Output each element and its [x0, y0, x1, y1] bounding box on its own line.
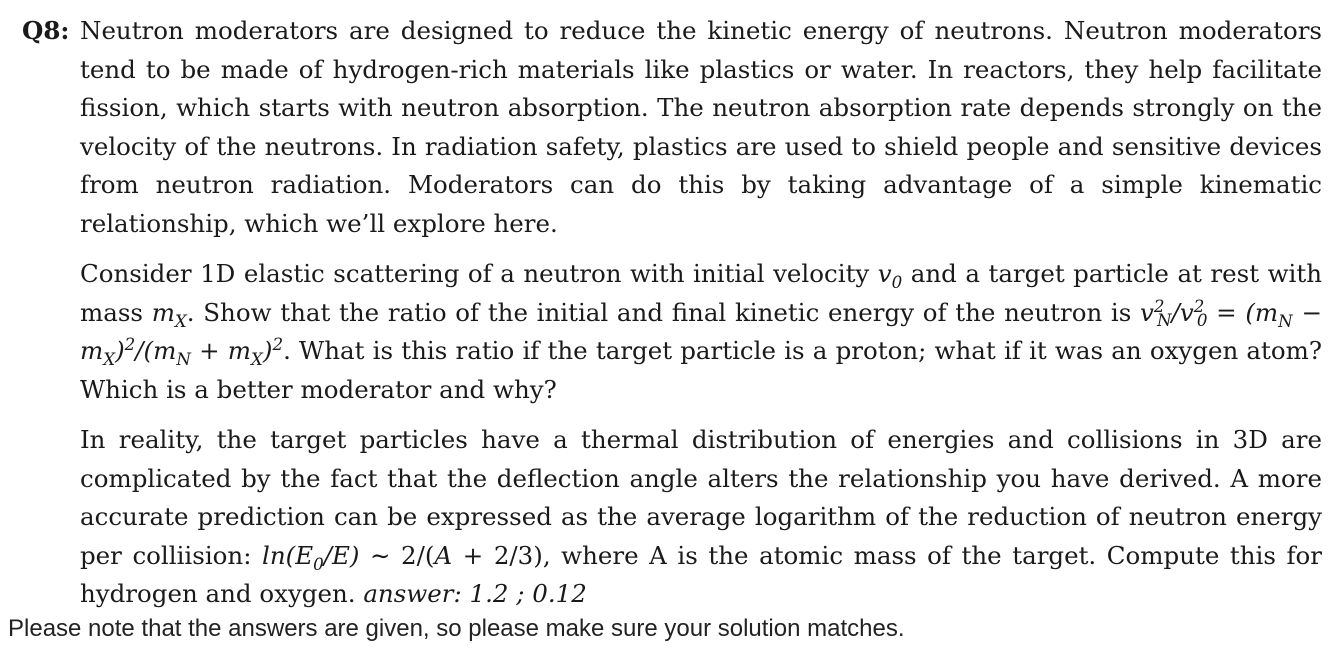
intro-text: Neutron moderators are designed to reduce the kinetic energy of neutrons. Neutron moderators tend to be made of hydrogen-rich materials like plastics or water. In reactors, they help facilitate fission, which starts with neutron absorption. The neutron absorption rate depends strongly on the velocity of the neutrons. In radiation safety, plastics are used to shield people and sensitive devices from neutron radiation. Moderators can do this by taking advantage of a simple kinematic relationship, which we’ll explore here.	[80, 16, 1322, 238]
target-mass-symbol: $m_X$	[151, 297, 187, 331]
intro-paragraph	[80, 12, 1322, 243]
question-block	[22, 12, 1322, 614]
atomic-mass-symbol: A	[434, 540, 453, 570]
approx-expression-tail: + 2/3)	[452, 540, 543, 570]
extension-text-2: , where A is the atomic mass of the target. Compute this for hydrogen and oxygen.	[80, 540, 1322, 608]
task-text-4: . What is this ratio if the target particle is a proton; what if it was an oxygen atom? Which is a better moderator and why?	[80, 336, 1322, 404]
log-energy-formula: $\ln(E_0/E)$	[262, 540, 360, 574]
task-text-2: and a target particle at rest with mass	[80, 259, 1322, 327]
equals-sign: =	[1207, 297, 1246, 327]
task-text-3: . Show that the ratio of the initial and final kinetic energy of the neutron is	[186, 297, 1141, 327]
extension-paragraph	[80, 421, 1322, 614]
mass-ratio-formula: $(m_N - m_X)^2/(m_N + m_X)^2$	[80, 297, 1322, 369]
extension-text-1: In reality, the target particles have a thermal distribution of energies and collisions in 3D are complicated by the fact that the deflection angle alters the relationship you have derived. A more accurate prediction can be expressed as the average logarithm of the reduction of neutron energy per colliision:	[80, 425, 1322, 570]
task-text-1: Consider 1D elastic scattering of a neutron with initial velocity	[80, 259, 878, 288]
approx-expression: ∼ 2/(	[359, 540, 435, 570]
instruction-note: Please note that the answers are given, so please make sure your solution matches.	[8, 615, 905, 642]
question-label: Q8:	[22, 16, 70, 45]
initial-velocity-symbol: $v_0$	[877, 259, 903, 292]
velocity-ratio-formula: $v^2_N/v^2_0$	[1140, 296, 1208, 331]
task-paragraph	[80, 255, 1322, 409]
answer-text: answer: 1.2 ; 0.12	[363, 579, 587, 608]
